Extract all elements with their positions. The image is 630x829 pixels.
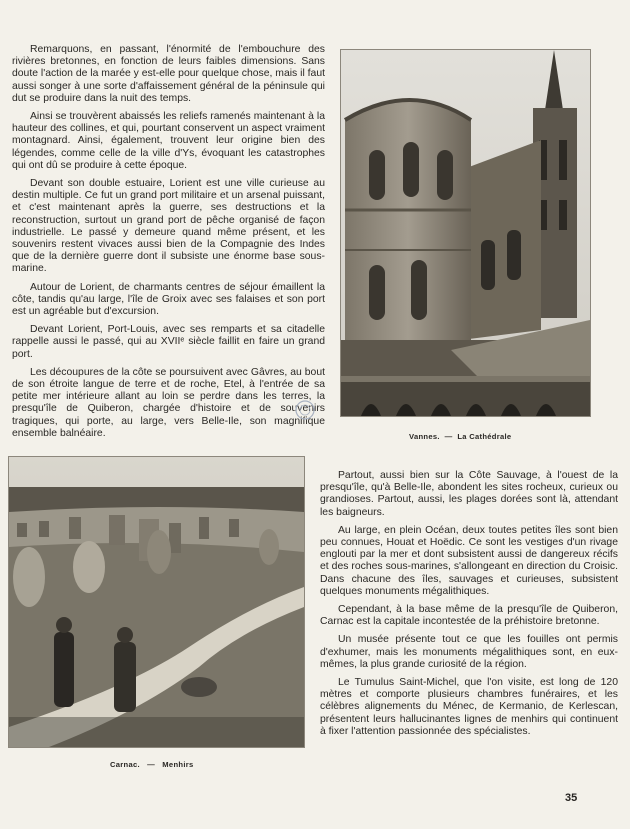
paragraph: Un musée présente tout ce que les fouilles ont permis d'exhumer, mais les monuments mégalithiques sont, en eux-mêmes, la plus grande curiosité de la région.: [320, 634, 618, 670]
cathedral-caption: Vannes. — La Cathédrale: [409, 432, 512, 441]
cathedral-photo: [340, 49, 591, 417]
menhirs-illustration: [9, 457, 304, 747]
paragraph: Au large, en plein Océan, deux toutes petites îles sont bien peu connues, Houat et Hoëdic. Ce sont les vestiges d'un rivage englouti par la mer et dont subsistent aussi de dangereux récifs et des roches sous-marines, s'allongeant en direction du Croisic. Dans chacune des îles, sauvages et curieuses, subsistent quelques monuments mégalithiques.: [320, 524, 618, 597]
paragraph: Devant son double estuaire, Lorient est une ville curieuse au destin multiple. Ce fut un grand port militaire et un arsenal puissant, et c'est maintenant après la guerre, ses destructions et la reconstruction, surtout un grand port de pêche organisé de façon industrielle. Le passé y demeure quand même présent, et les souvenirs restent vivaces aussi bien de la Compagnie des Indes que de la dernière guerre dont il subsiste une énorme base sous-marine.: [12, 178, 325, 275]
paragraph: Le Tumulus Saint-Michel, que l'on visite, est long de 120 mètres et comporte plusieurs chambres funéraires, et les célèbres alignements du Ménec, de Kermanio, de Kerlescan, présentent leurs hallucinantes lignes de menhirs qui continuent à fixer l'attention passionnée des spécialistes.: [320, 677, 618, 737]
library-stamp-icon: [293, 398, 317, 422]
menhirs-caption: Carnac. — Menhirs: [110, 760, 194, 769]
page-number: 35: [565, 792, 578, 804]
paragraph: Ainsi se trouvèrent abaissés les reliefs ramenés maintenant à la hauteur des collines, et qui, pourtant conservent un aspect vraiment montagnard. Ainsi, également, trouvent leur origine bien des légendes, comme celle de la ville d'Ys, évoquant les catastrophes qui ont dû se produire à cette époque.: [12, 111, 325, 171]
cathedral-illustration: [341, 50, 590, 416]
paragraph: Les découpures de la côte se poursuivent avec Gâvres, au bout de son étroite langue de terre et de roche, Etel, à l'entrée de sa petite mer intérieure allant au loin se perdre dans les terres, la presqu'île de Quiberon, chargée d'histoire et de souvenirs tragiques, qui porte, au large, vers Belle-Ile, son magnifique ensemble balnéaire.: [12, 366, 325, 439]
bottom-right-text-column: [320, 470, 618, 744]
top-left-text-column: [12, 44, 325, 446]
paragraph: Devant Lorient, Port-Louis, avec ses remparts et sa citadelle rappelle aussi le passé, qui au XVIIᵉ siècle faillit en faire un grand port.: [12, 324, 325, 360]
paragraph: Cependant, à la base même de la presqu'île de Quiberon, Carnac est la capitale incontestée de la préhistoire bretonne.: [320, 604, 618, 628]
paragraph: Remarquons, en passant, l'énormité de l'embouchure des rivières bretonnes, en fonction de leurs faibles dimensions. Sans doute l'action de la marée y est-elle pour quelque chose, mais il faut aussi songer à une sorte d'affaissement général de la péninsule qui dut se produire dans la nuit des temps.: [12, 44, 325, 104]
paragraph: Autour de Lorient, de charmants centres de séjour émaillent la côte, tandis qu'au large, l'île de Groix avec ses falaises et son port est un agréable but d'excursion.: [12, 281, 325, 318]
menhirs-photo: [8, 456, 305, 748]
paragraph: Partout, aussi bien sur la Côte Sauvage, à l'ouest de la presqu'île, qu'à Belle-Ile, abondent les sites rocheux, curieux ou grandioses. Partout, aussi, les plages dorées sont là, attendant les baigneurs.: [320, 470, 618, 518]
